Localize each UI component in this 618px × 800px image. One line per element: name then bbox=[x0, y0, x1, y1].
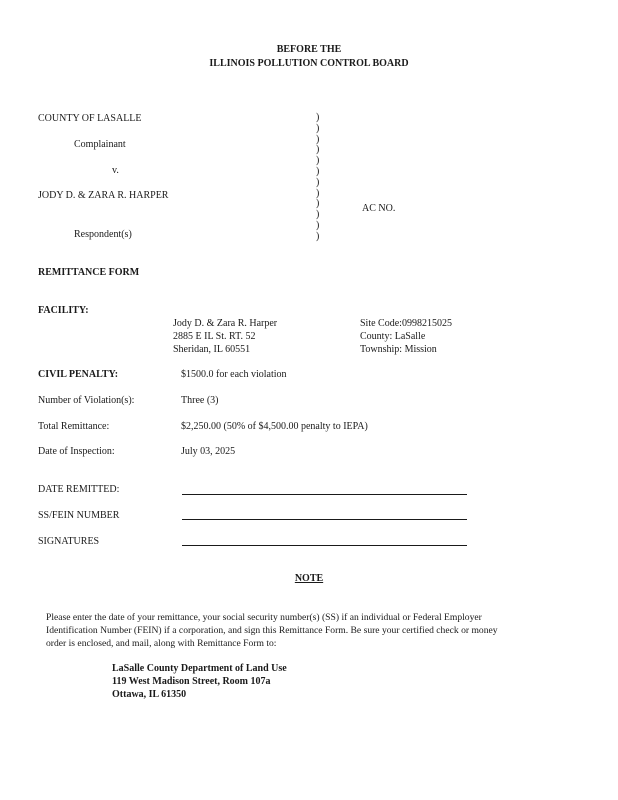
board-header-line1: BEFORE THE bbox=[276, 44, 342, 55]
note-line-2: Identification Number (FEIN) if a corporation, and sign this Remittance Form. Be sure your certified check or money bbox=[46, 625, 498, 636]
site-county: County: LaSalle bbox=[360, 331, 426, 342]
note-line-1: Please enter the date of your remittance, your social security number(s) (SS) if an individual or Federal Employer bbox=[46, 612, 482, 623]
ss-fein-label: SS/FEIN NUMBER bbox=[38, 510, 120, 521]
caption-paren: ) bbox=[316, 176, 320, 188]
board-header-line2: ILLINOIS POLLUTION CONTROL BOARD bbox=[209, 58, 409, 69]
site-code: Site Code:0998215025 bbox=[360, 318, 452, 329]
facility-label: FACILITY: bbox=[38, 305, 89, 316]
caption-paren: ) bbox=[316, 133, 320, 145]
total-remittance-label: Total Remittance: bbox=[38, 421, 110, 432]
county-name: COUNTY OF LASALLE bbox=[38, 113, 142, 124]
note-line-3: order is enclosed, and mail, along with Remittance Form to: bbox=[46, 638, 277, 649]
date-remitted-label: DATE REMITTED: bbox=[38, 484, 120, 495]
case-number-label: AC NO. bbox=[362, 203, 396, 214]
respondents-label: Respondent(s) bbox=[74, 229, 132, 240]
versus-label: v. bbox=[112, 165, 119, 176]
caption-paren: ) bbox=[316, 155, 320, 167]
date-remitted-line[interactable] bbox=[182, 494, 467, 495]
caption-parentheses bbox=[316, 113, 324, 243]
facility-city: Sheridan, IL 60551 bbox=[173, 344, 251, 355]
facility-street: 2885 E IL St. RT. 52 bbox=[173, 331, 256, 342]
caption-paren: ) bbox=[316, 165, 320, 177]
signatures-label: SIGNATURES bbox=[38, 536, 100, 547]
ss-fein-line[interactable] bbox=[182, 519, 467, 520]
caption-paren: ) bbox=[316, 209, 320, 221]
violations-label: Number of Violation(s): bbox=[38, 395, 135, 406]
inspection-date-label: Date of Inspection: bbox=[38, 446, 115, 457]
site-township: Township: Mission bbox=[360, 344, 437, 355]
mail-city: Ottawa, IL 61350 bbox=[112, 689, 187, 700]
civil-penalty-value: $1500.0 for each violation bbox=[181, 369, 287, 380]
caption-paren: ) bbox=[316, 122, 320, 134]
total-remittance-value: $2,250.00 (50% of $4,500.00 penalty to IEPA) bbox=[181, 421, 368, 432]
mail-street: 119 West Madison Street, Room 107a bbox=[112, 676, 271, 687]
caption-paren: ) bbox=[316, 144, 320, 156]
caption-paren: ) bbox=[316, 187, 320, 199]
mail-department: LaSalle County Department of Land Use bbox=[112, 663, 287, 674]
violations-value: Three (3) bbox=[181, 395, 219, 406]
caption-paren: ) bbox=[316, 112, 320, 123]
complainant-label: Complainant bbox=[74, 139, 126, 150]
facility-owner: Jody D. & Zara R. Harper bbox=[173, 318, 278, 329]
signatures-line[interactable] bbox=[182, 545, 467, 546]
note-heading: NOTE bbox=[294, 573, 324, 584]
caption-paren: ) bbox=[316, 230, 320, 242]
caption-paren: ) bbox=[316, 198, 320, 210]
respondents-names: JODY D. & ZARA R. HARPER bbox=[38, 190, 169, 201]
civil-penalty-label: CIVIL PENALTY: bbox=[38, 369, 119, 380]
form-title: REMITTANCE FORM bbox=[38, 267, 140, 278]
caption-paren: ) bbox=[316, 219, 320, 231]
inspection-date-value: July 03, 2025 bbox=[181, 446, 236, 457]
